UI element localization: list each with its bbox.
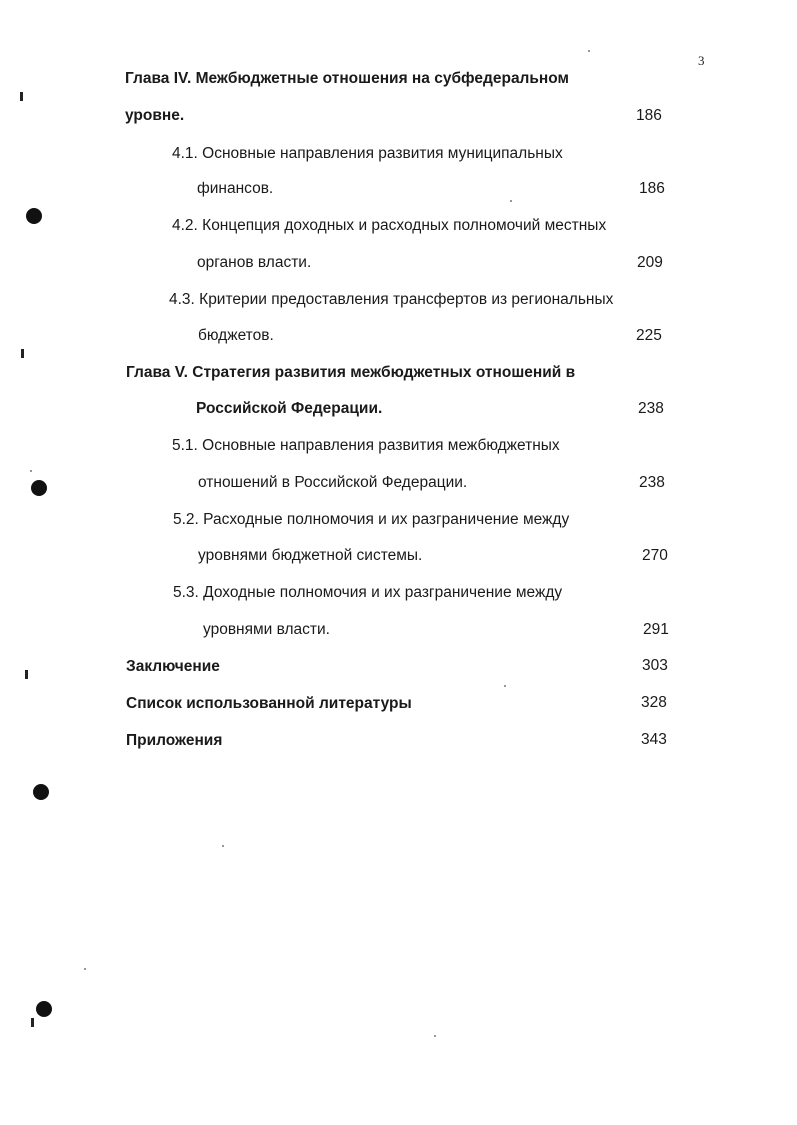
toc-section-4-2-page: 209: [637, 254, 663, 271]
scan-speck: [222, 845, 224, 847]
toc-chapter-4-title-cont: уровне.: [125, 107, 185, 124]
scan-speck: [434, 1035, 436, 1037]
toc-conclusion-page: 303: [642, 657, 668, 674]
toc-section-4-2-cont: органов власти.: [197, 254, 312, 271]
binder-hole-2: [31, 480, 47, 496]
binder-hole-4: [36, 1001, 52, 1017]
toc-references-page: 328: [641, 694, 667, 711]
toc-section-4-1-cont: финансов.: [197, 180, 274, 197]
scan-speck: [84, 968, 86, 970]
scan-mark: [21, 349, 24, 358]
toc-chapter-5-page: 238: [638, 400, 664, 417]
toc-section-5-1-cont: отношений в Российской Федерации.: [198, 474, 468, 491]
toc-section-4-2: 4.2. Концепция доходных и расходных полномочий местных: [172, 217, 607, 234]
page-number: 3: [698, 53, 705, 68]
toc-chapter-5-title: Глава V. Стратегия развития межбюджетных отношений в: [126, 364, 576, 381]
toc-section-5-3: 5.3. Доходные полномочия и их разграничение между: [173, 584, 563, 601]
toc-appendices: Приложения: [126, 732, 223, 749]
toc-section-4-3-cont: бюджетов.: [198, 327, 274, 344]
binder-hole-3: [33, 784, 49, 800]
toc-section-4-1-page: 186: [639, 180, 665, 197]
toc-section-5-2-page: 270: [642, 547, 668, 564]
toc-section-4-3: 4.3. Критерии предоставления трансфертов из региональных: [169, 291, 614, 308]
toc-section-5-3-cont: уровнями власти.: [203, 621, 330, 638]
toc-section-5-2: 5.2. Расходные полномочия и их разграничение между: [173, 511, 570, 528]
toc-references: Список использованной литературы: [126, 695, 412, 712]
toc-appendices-page: 343: [641, 731, 667, 748]
toc-chapter-4-page: 186: [636, 107, 662, 124]
scan-speck: [30, 470, 32, 472]
toc-section-4-1: 4.1. Основные направления развития муниципальных: [172, 145, 563, 162]
scan-mark: [31, 1018, 34, 1027]
scan-speck: [588, 50, 590, 52]
toc-section-5-1: 5.1. Основные направления развития межбюджетных: [172, 437, 560, 454]
toc-section-4-3-page: 225: [636, 327, 662, 344]
scan-speck: [504, 685, 506, 687]
toc-chapter-4-title: Глава IV. Межбюджетные отношения на субфедеральном: [125, 70, 570, 87]
toc-section-5-2-cont: уровнями бюджетной системы.: [198, 547, 423, 564]
binder-hole-1: [26, 208, 42, 224]
scan-mark: [25, 670, 28, 679]
toc-section-5-1-page: 238: [639, 474, 665, 491]
toc-section-5-3-page: 291: [643, 621, 669, 638]
scan-mark: [20, 92, 23, 101]
toc-chapter-5-title-cont: Российской Федерации.: [196, 400, 383, 417]
toc-conclusion: Заключение: [126, 658, 220, 675]
scan-speck: [510, 200, 512, 202]
